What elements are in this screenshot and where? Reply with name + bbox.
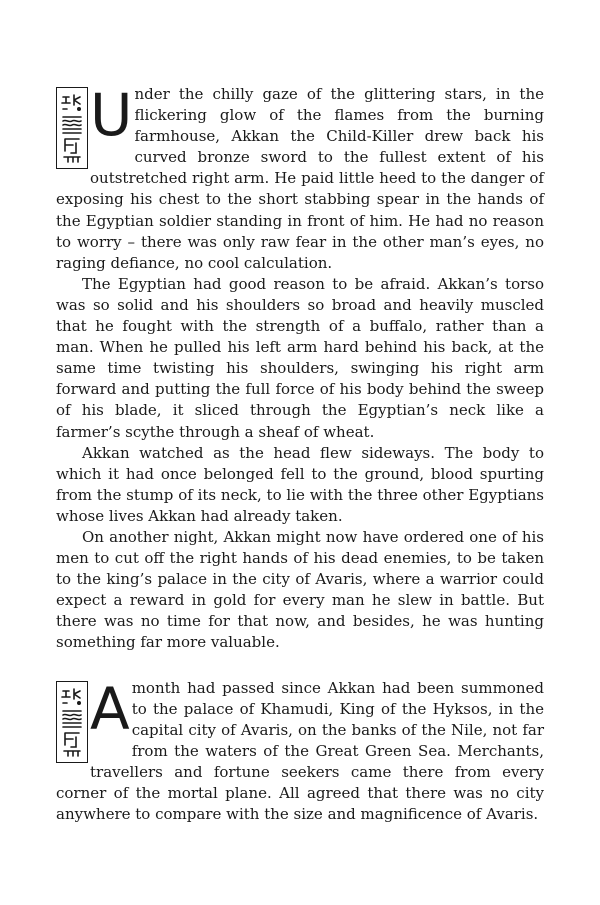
paragraph: On another night, Akkan might now have ordered one of his men to cut off the right hands of his dead enemies, to be taken to the king’s palace in the city of Avaris, where a warrior could expect a reward in gold for every man he slew in battle. But there was no time for that now, and besides, he was hunting something far more valuable. — [56, 527, 544, 652]
hieroglyph-column-icon — [59, 685, 85, 759]
hieroglyph-column-icon — [59, 91, 85, 165]
paragraph-text: nder the chilly gaze of the glittering stars, in the flickering glow of the flames from the burning farmhouse, Akkan the Child-Killer drew back his curved bronze sword to the fullest extent of his outstretched right arm. He paid little heed to the danger of exposing his chest to the short stabbing spear in the hands of the Egyptian soldier standing in front of him. He had no reason to worry – there was only raw fear in the other man’s eyes, no raging defiance, no cool calculation. — [56, 85, 544, 272]
drop-cap-letter: U — [90, 81, 133, 149]
opening-paragraph — [56, 674, 544, 826]
paragraph: The Egyptian had good reason to be afraid. Akkan’s torso was so solid and his shoulders so broad and heavily muscled that he fought with the strength of a buffalo, rather than a man. When he pulled his left arm hard behind his back, at the same time twisting his shoulders, swinging his right arm forward and putting the full force of his body behind the sweep of his blade, it sliced through the Egyptian’s neck like a farmer’s scythe through a sheaf of wheat. — [56, 274, 544, 441]
paragraph-text: month had passed since Akkan had been summoned to the palace of Khamudi, King of the Hyksos, in the capital city of Avaris, on the banks of the Nile, not far from the waters of the Great Green Sea. Merchants, travellers and fortune seekers came there from every corner of the mortal plane. All agreed that there was no city anywhere to compare with the size and magnificence of Avaris. — [56, 678, 544, 824]
chapter-section-2 — [56, 674, 544, 826]
chapter-section-1 — [56, 81, 544, 654]
hieroglyph-ornament — [56, 87, 88, 169]
book-page — [56, 81, 544, 825]
opening-paragraph — [56, 81, 544, 274]
drop-cap-letter: A — [90, 674, 130, 743]
hieroglyph-ornament — [56, 681, 88, 763]
paragraph: Akkan watched as the head flew sideways. The body to which it had once belonged fell to the ground, blood spurting from the stump of its neck, to lie with the three other Egyptians whose lives Akkan had already taken. — [56, 443, 544, 525]
